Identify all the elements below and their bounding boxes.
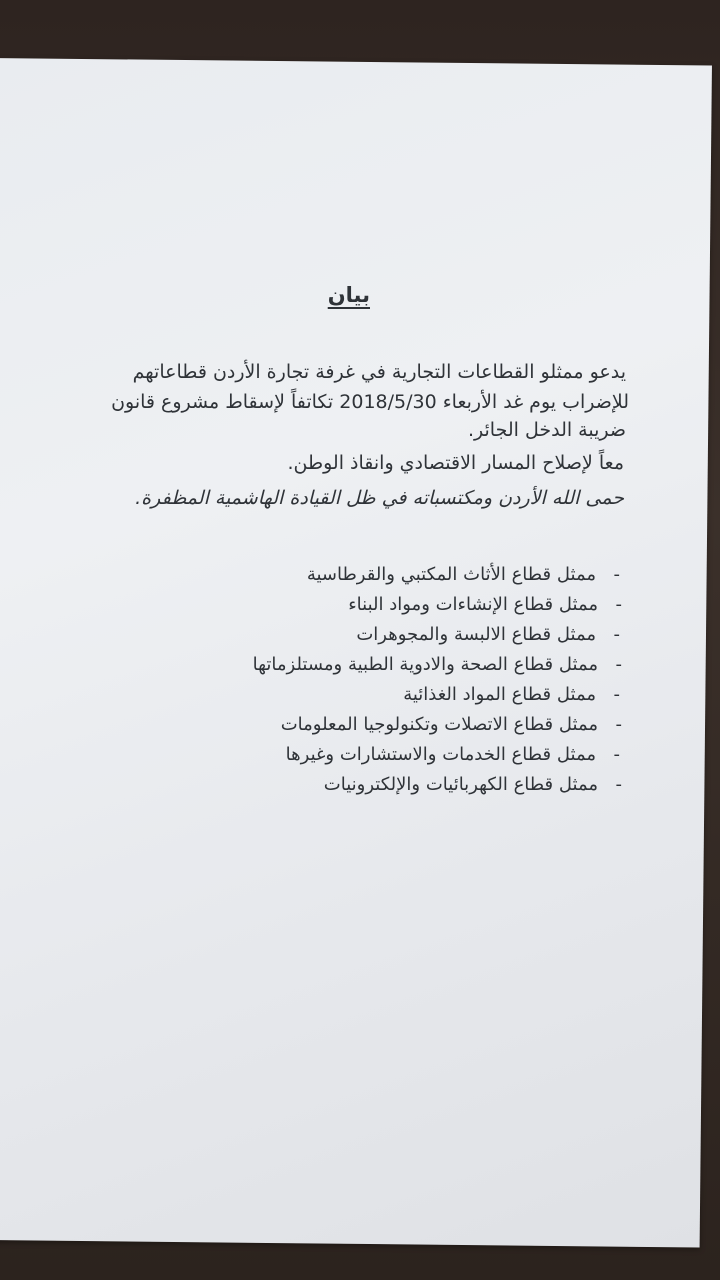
paragraph-line-2: للإضراب يوم غد الأربعاء 2018/5/30 تكاتفاً لإسقاط مشروع قانون: [111, 391, 629, 413]
sectors-list: [106, 560, 626, 800]
list-item: - ممثل قطاع الخدمات والاستشارات وغيرها: [104, 740, 624, 770]
list-item: - ممثل قطاع الأثاث المكتبي والقرطاسية: [104, 560, 624, 590]
list-item: - ممثل قطاع المواد الغذائية: [104, 680, 624, 710]
list-item: - ممثل قطاع الكهربائيات والإلكترونيات: [106, 770, 626, 800]
list-item: - ممثل قطاع الاتصلات وتكنولوجيا المعلومات: [106, 710, 626, 740]
together-line: معاً لإصلاح المسار الاقتصادي وانقاذ الوطن.: [287, 452, 624, 474]
list-item: - ممثل قطاع الالبسة والمجوهرات: [104, 620, 624, 650]
list-item: - ممثل قطاع الإنشاءات ومواد البناء: [106, 590, 626, 620]
list-item: - ممثل قطاع الصحة والادوية الطبية ومستلزماتها: [106, 650, 626, 680]
document-title: بيان: [327, 283, 370, 307]
paragraph-line-1: يدعو ممثلو القطاعات التجارية في غرفة تجارة الأردن قطاعاتهم: [132, 361, 626, 383]
closing-line: حمى الله الأردن ومكتسباته في ظل القيادة الهاشمية المظفرة.: [135, 487, 624, 509]
paragraph-line-3: ضريبة الدخل الجائر.: [467, 419, 626, 441]
